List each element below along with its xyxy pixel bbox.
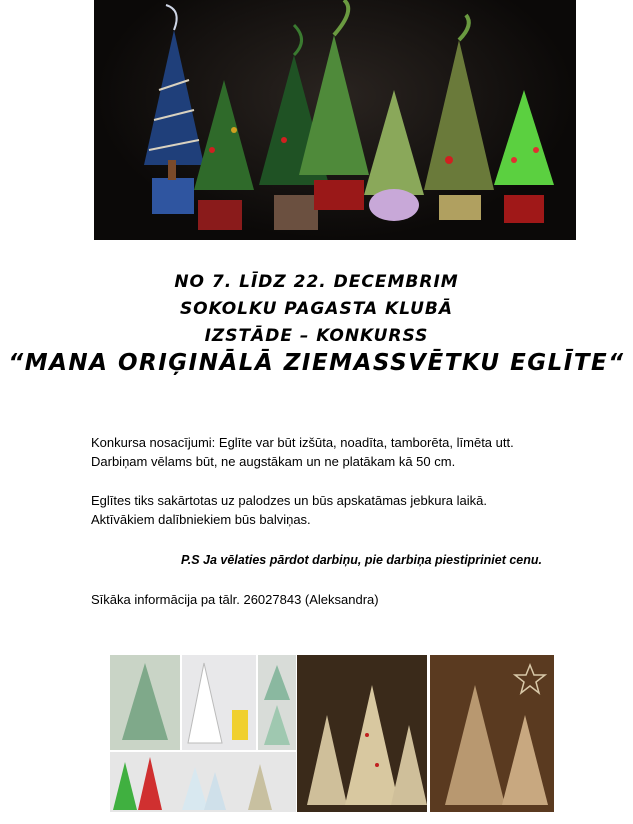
- small-trees-photo-icon: [110, 752, 296, 812]
- yarn-cone-tree-photo-icon: [110, 655, 180, 750]
- conditions-line-2: Darbiņam vēlams būt, ne augstākam un ne platākam kā 50 cm.: [91, 454, 456, 469]
- headline-venue: SOKOLKU PAGASTA KLUBĀ: [179, 299, 454, 319]
- christmas-trees-photo-icon: [94, 0, 576, 240]
- twine-trees-photo-icon: [297, 655, 427, 812]
- paper-cone-photo-icon: [182, 655, 256, 750]
- contact-info: Sīkāka informācija pa tālr. 26027843 (Aleksandra): [91, 592, 379, 607]
- decorated-trees-photo: [430, 655, 554, 812]
- decorated-trees-photo-icon: [430, 655, 554, 812]
- headline-event: IZSTĀDE – KONKURSS: [204, 326, 429, 346]
- hero-photo: [94, 0, 576, 240]
- headline-title: “MANA ORIĢINĀLĀ ZIEMASSVĒTKU EGLĪTE“: [8, 350, 625, 376]
- glue-bottle-photo-icon: [258, 655, 296, 750]
- headline-dates: NO 7. LĪDZ 22. DECEMBRIM: [174, 272, 459, 292]
- display-line-2: Aktīvākiem dalībniekiem būs balviņas.: [91, 512, 311, 527]
- conditions-line-1: Konkursa nosacījumi: Eglīte var būt izšūta, noadīta, tamborēta, līmēta utt.: [91, 435, 514, 450]
- ps-note: P.S Ja vēlaties pārdot darbiņu, pie darbiņa piestipriniet cenu.: [181, 553, 542, 567]
- yarn-cone-tree-photo: [110, 655, 180, 750]
- paper-cone-photo: [182, 655, 256, 750]
- small-trees-photo: [110, 752, 296, 812]
- display-line-1: Eglītes tiks sakārtotas uz palodzes un būs apskatāmas jebkura laikā.: [91, 493, 487, 508]
- glue-bottle-photo: [258, 655, 296, 750]
- twine-trees-photo: [297, 655, 427, 812]
